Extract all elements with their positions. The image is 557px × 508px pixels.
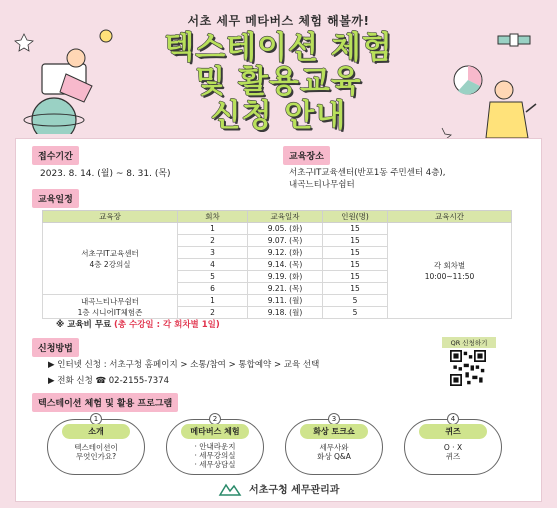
round-cell: 2	[178, 235, 248, 247]
time-cell	[388, 223, 512, 319]
apply-phone: ▶ 전화 신청 ☎ 02-2155-7374	[48, 376, 169, 386]
col-header-count: 인원(명)	[323, 211, 388, 223]
count-cell: 5	[323, 295, 388, 307]
date-cell: 9.21. (목)	[248, 283, 323, 295]
place-cell-2	[43, 295, 178, 319]
date-cell: 9.12. (화)	[248, 247, 323, 259]
count-cell: 5	[323, 307, 388, 319]
time-line2: 10:00~11:50	[424, 271, 475, 281]
round-cell: 2	[178, 307, 248, 319]
count-cell: 15	[323, 271, 388, 283]
date-cell: 9.18. (월)	[248, 307, 323, 319]
time-line1: 각 회차별	[433, 260, 466, 270]
program-desc-line: O · X	[443, 443, 463, 452]
count-cell: 15	[323, 247, 388, 259]
round-cell: 1	[178, 295, 248, 307]
date-cell: 9.19. (화)	[248, 271, 323, 283]
period-value: 2023. 8. 14. (월) ~ 8. 31. (목)	[40, 169, 171, 179]
col-header-place: 교육장	[43, 211, 178, 223]
footer	[0, 481, 557, 497]
round-cell: 4	[178, 259, 248, 271]
venue-tag: 교육장소	[283, 146, 330, 165]
program-desc-line: 세무사와	[319, 443, 349, 452]
date-cell: 9.05. (화)	[248, 223, 323, 235]
program-item-1	[47, 415, 145, 475]
place2-line1: 내곡느티나무쉼터	[81, 296, 139, 306]
program-desc	[48, 443, 144, 461]
place1-line2: 4층 2강의실	[89, 259, 131, 269]
count-cell: 15	[323, 235, 388, 247]
program-desc-line: 화상 Q&A	[317, 452, 351, 461]
program-title: 소개	[62, 424, 129, 439]
place-cell-1	[43, 223, 178, 295]
title-line-3: 신청 안내	[210, 98, 347, 134]
program-desc-line: 텍스테이션이	[74, 443, 118, 452]
title-line-2: 및 활용교육	[195, 64, 362, 100]
col-header-date: 교육일자	[248, 211, 323, 223]
period-tag: 접수기간	[32, 146, 79, 165]
place1-line1: 서초구IT교육센터	[81, 248, 139, 258]
place2-line2: 1층 시니어IT체험존	[77, 307, 143, 317]
date-cell: 9.07. (목)	[248, 235, 323, 247]
program-num: 2	[209, 413, 221, 425]
round-cell: 6	[178, 283, 248, 295]
schedule-table	[42, 210, 512, 319]
fee-note-highlight: (총 수강일 : 각 회차별 1일)	[113, 320, 220, 330]
apply-tag: 신청방법	[32, 338, 79, 357]
program-num: 3	[328, 413, 340, 425]
program-num: 4	[447, 413, 459, 425]
fee-note-prefix: ※ 교육비 무료	[56, 320, 112, 330]
program-desc	[167, 442, 263, 469]
seocho-logo-icon	[218, 483, 242, 497]
venue-line-1: 서초구IT교육센터(반포1동 주민센터 4층),	[289, 168, 446, 178]
qr-code[interactable]	[450, 350, 486, 386]
schedule-header-row	[43, 211, 512, 223]
col-header-round: 회차	[178, 211, 248, 223]
program-title: 퀴즈	[419, 424, 486, 439]
program-desc	[286, 443, 382, 461]
col-header-time: 교육시간	[388, 211, 512, 223]
program-desc-line: · 세무상담실	[194, 460, 236, 469]
program-desc-line: 퀴즈	[445, 452, 461, 461]
program-tag: 텍스테이션 체험 및 활용 프로그램	[32, 393, 178, 412]
program-title: 화상 토크쇼	[300, 424, 367, 439]
table-row	[43, 223, 512, 235]
program-title: 메타버스 체험	[181, 424, 248, 439]
title-line-1: 텍스테이션 체험	[164, 30, 393, 66]
count-cell: 15	[323, 259, 388, 271]
round-cell: 1	[178, 223, 248, 235]
qr-label: QR 신청하기	[442, 337, 496, 348]
venue-line-2: 내곡느티나무쉼터	[289, 180, 355, 190]
schedule-tag: 교육일정	[32, 189, 79, 208]
header-subtitle: 서초 세무 메타버스 체험 해볼까!	[187, 14, 370, 28]
date-cell: 9.14. (목)	[248, 259, 323, 271]
round-cell: 3	[178, 247, 248, 259]
program-item-3	[285, 415, 383, 475]
program-desc-line: · 세무강의실	[194, 451, 236, 460]
hero-header	[0, 0, 557, 140]
program-item-2	[166, 415, 264, 475]
footer-org: 서초구청 세무관리과	[249, 485, 340, 496]
count-cell: 15	[323, 283, 388, 295]
apply-internet: ▶ 인터넷 신청 : 서초구청 홈페이지 > 소통/참여 > 통합예약 > 교육 선택	[48, 360, 320, 370]
program-desc-line: 무엇인가요?	[75, 452, 117, 461]
round-cell: 5	[178, 271, 248, 283]
program-item-4	[404, 415, 502, 475]
fee-note	[56, 318, 220, 330]
program-num: 1	[90, 413, 102, 425]
date-cell: 9.11. (월)	[248, 295, 323, 307]
program-desc	[405, 443, 501, 461]
count-cell: 15	[323, 223, 388, 235]
program-desc-line: · 안내라운지	[194, 442, 236, 451]
